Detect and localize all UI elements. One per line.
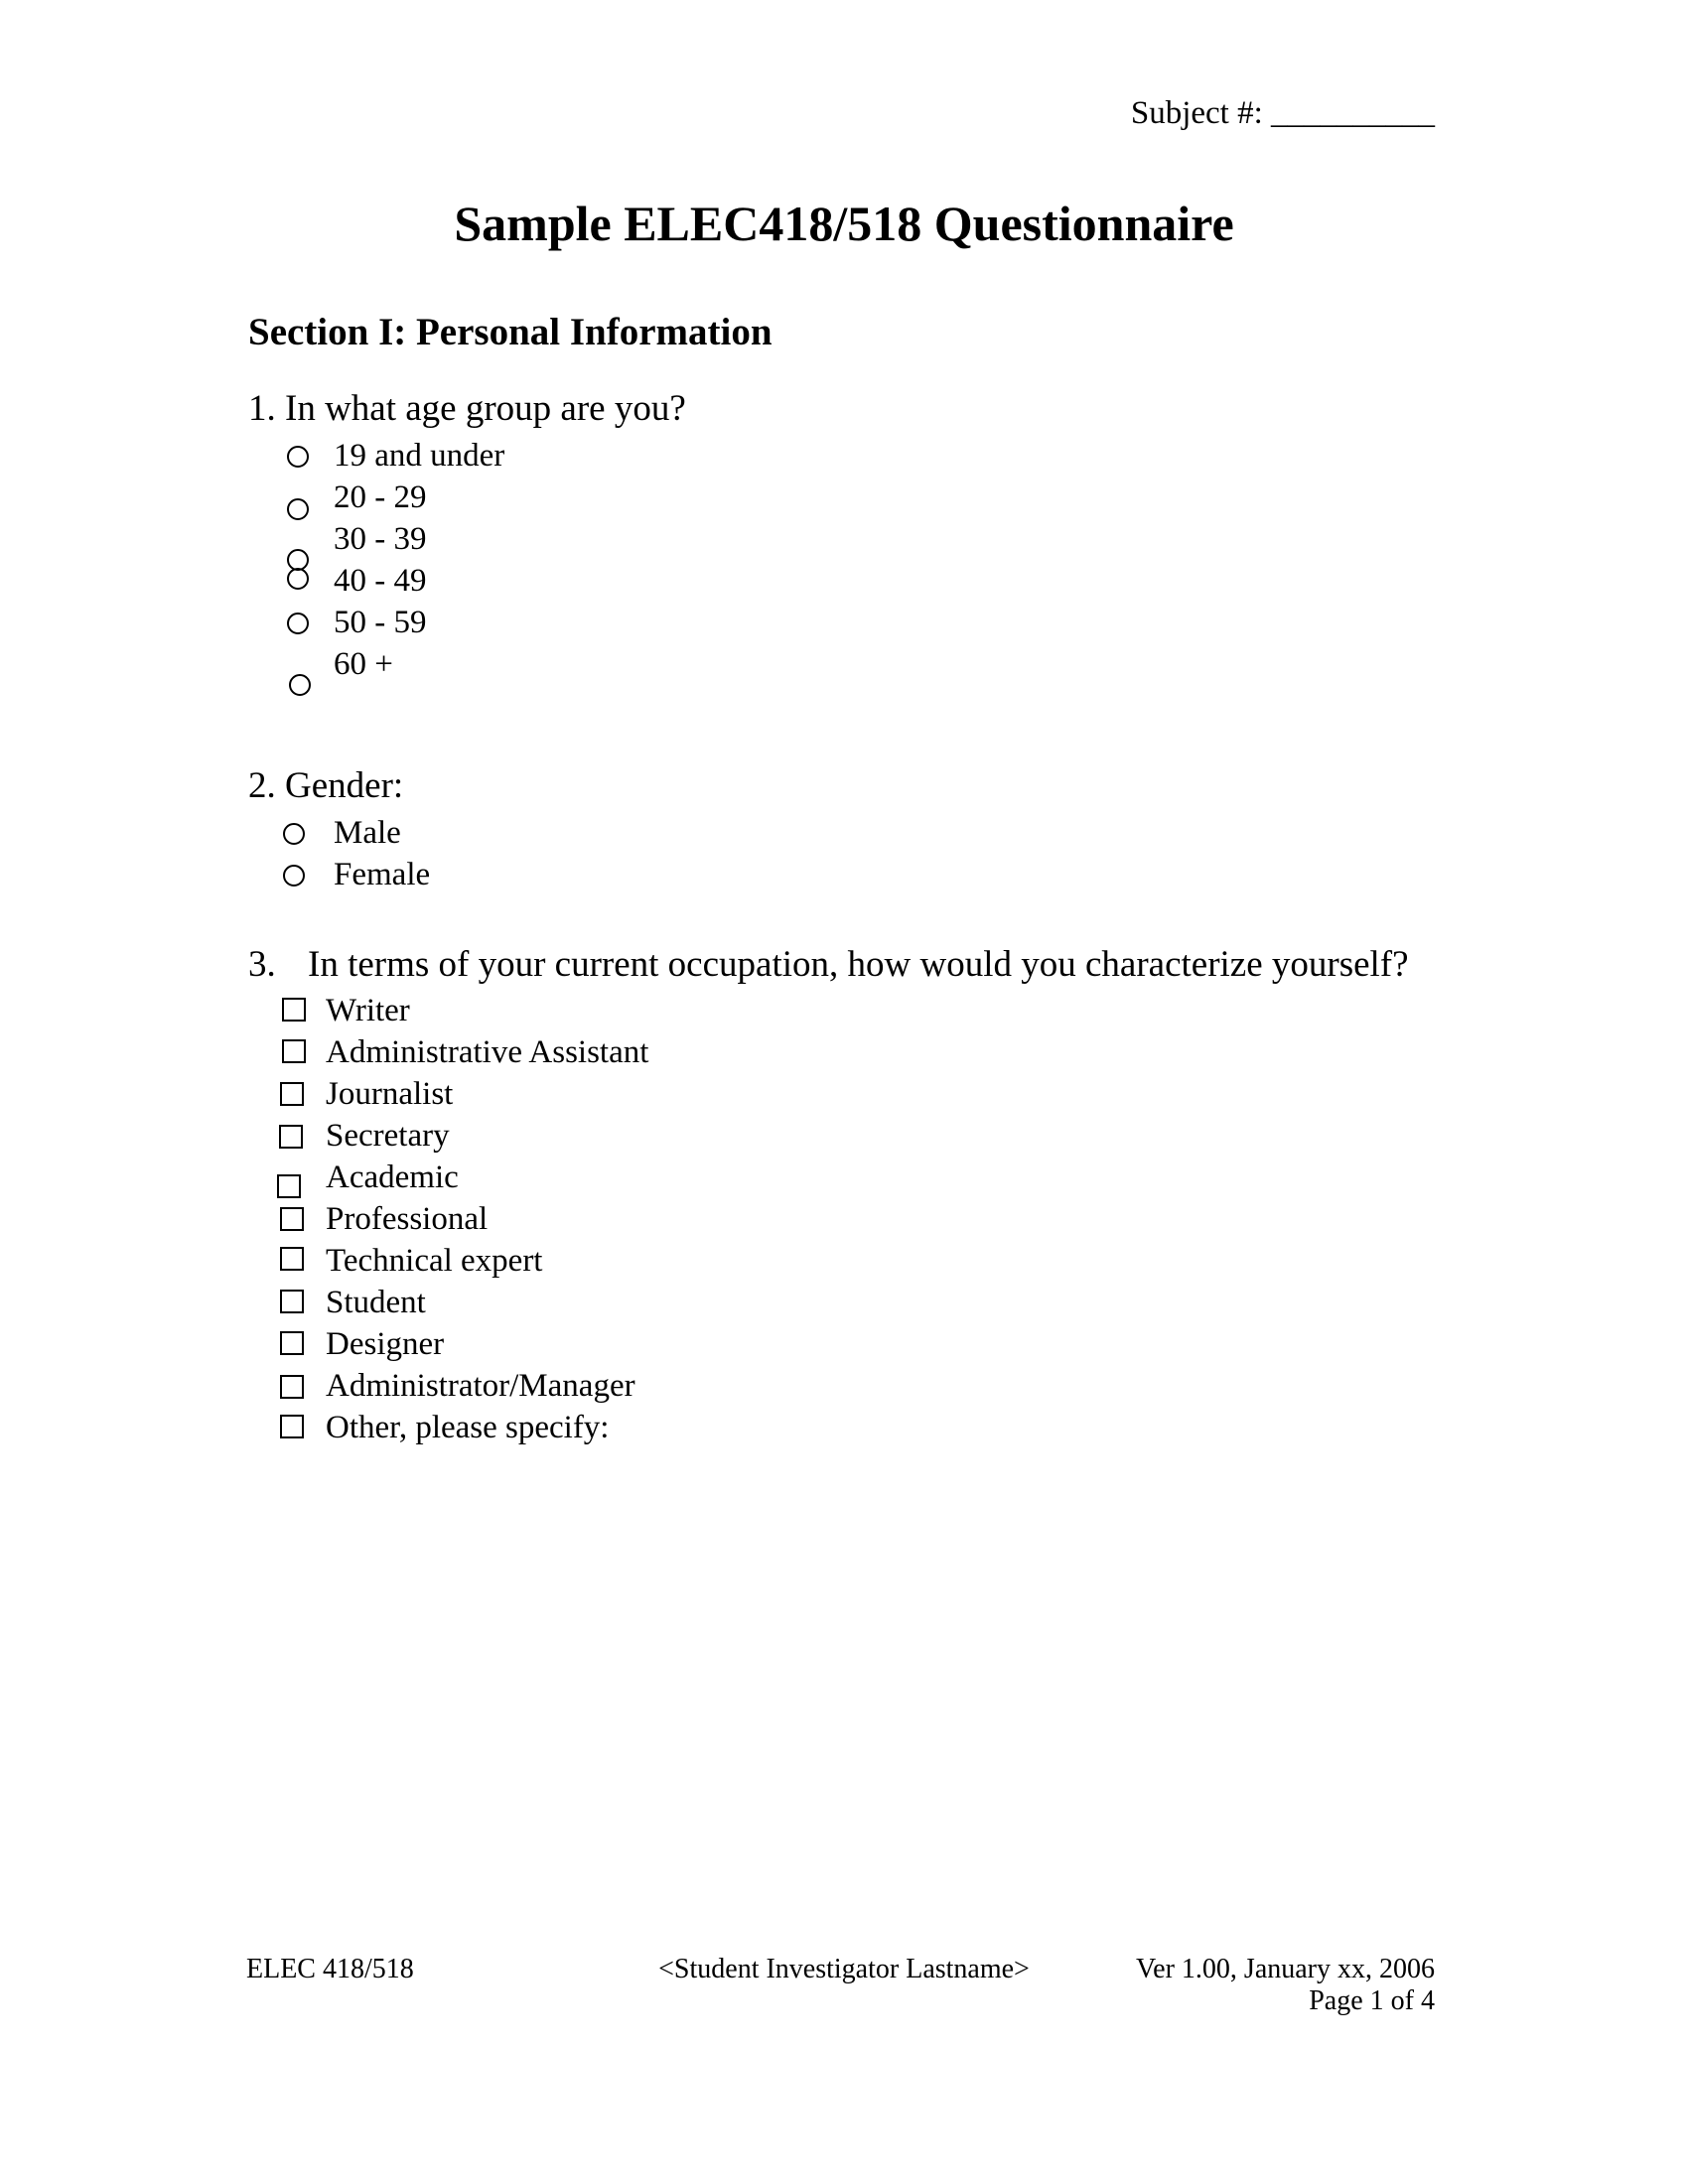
checkbox-occupation-designer[interactable] [280, 1331, 304, 1355]
question-2-text: Gender: [285, 765, 404, 806]
checkbox-occupation-administrative-assistant[interactable] [282, 1039, 306, 1063]
option-label: 19 and under [334, 438, 505, 474]
checkbox-occupation-other[interactable] [280, 1415, 304, 1438]
section-title: Section I: Personal Information [248, 311, 773, 353]
radio-age-19-under[interactable] [287, 446, 309, 468]
page-title: Sample ELEC418/518 Questionnaire [454, 196, 1234, 251]
radio-gender-female[interactable] [283, 865, 305, 887]
option-label: 20 - 29 [334, 479, 427, 515]
option-label: Other, please specify: [326, 1410, 610, 1445]
checkbox-occupation-writer[interactable] [282, 998, 306, 1022]
checkbox-occupation-professional[interactable] [280, 1207, 304, 1231]
option-label: Student [326, 1285, 426, 1320]
option-label: Designer [326, 1326, 445, 1362]
question-3-text: In terms of your current occupation, how would you characterize yourself? [308, 944, 1409, 985]
question-3-number: 3. [248, 944, 276, 985]
footer-course: ELEC 418/518 [246, 1954, 414, 1984]
option-label: 40 - 49 [334, 563, 427, 599]
checkbox-occupation-student[interactable] [280, 1290, 304, 1313]
checkbox-occupation-journalist[interactable] [280, 1082, 304, 1106]
radio-age-40-49[interactable] [287, 568, 309, 590]
footer-page-number: Page 1 of 4 [1309, 1985, 1435, 2016]
option-label: 50 - 59 [334, 605, 427, 640]
option-label: Technical expert [326, 1243, 543, 1279]
option-label: Journalist [326, 1076, 454, 1112]
option-label: Administrative Assistant [326, 1034, 649, 1070]
option-label: Secretary [326, 1118, 450, 1154]
checkbox-occupation-technical-expert[interactable] [280, 1247, 304, 1271]
option-label: Academic [326, 1160, 459, 1195]
footer-investigator: <Student Investigator Lastname> [658, 1954, 1030, 1984]
option-label: 30 - 39 [334, 521, 427, 557]
radio-gender-male[interactable] [283, 823, 305, 845]
checkbox-occupation-academic[interactable] [277, 1174, 301, 1198]
question-2-number: 2. [248, 765, 276, 806]
radio-age-60-plus[interactable] [289, 674, 311, 696]
option-label: Male [334, 815, 401, 851]
checkbox-occupation-administrator-manager[interactable] [280, 1375, 304, 1399]
option-label: Administrator/Manager [326, 1368, 635, 1404]
radio-age-50-59[interactable] [287, 613, 309, 634]
option-label: Female [334, 857, 431, 892]
option-label: Writer [326, 993, 410, 1028]
radio-age-20-29[interactable] [287, 498, 309, 520]
question-1-text: In what age group are you? [285, 388, 686, 429]
footer-version: Ver 1.00, January xx, 2006 [1136, 1954, 1435, 1984]
question-1-number: 1. [248, 388, 276, 429]
subject-number-field[interactable]: Subject #: __________ [1130, 95, 1435, 131]
option-label: 60 + [334, 646, 393, 682]
option-label: Professional [326, 1201, 489, 1237]
checkbox-occupation-secretary[interactable] [279, 1125, 303, 1149]
